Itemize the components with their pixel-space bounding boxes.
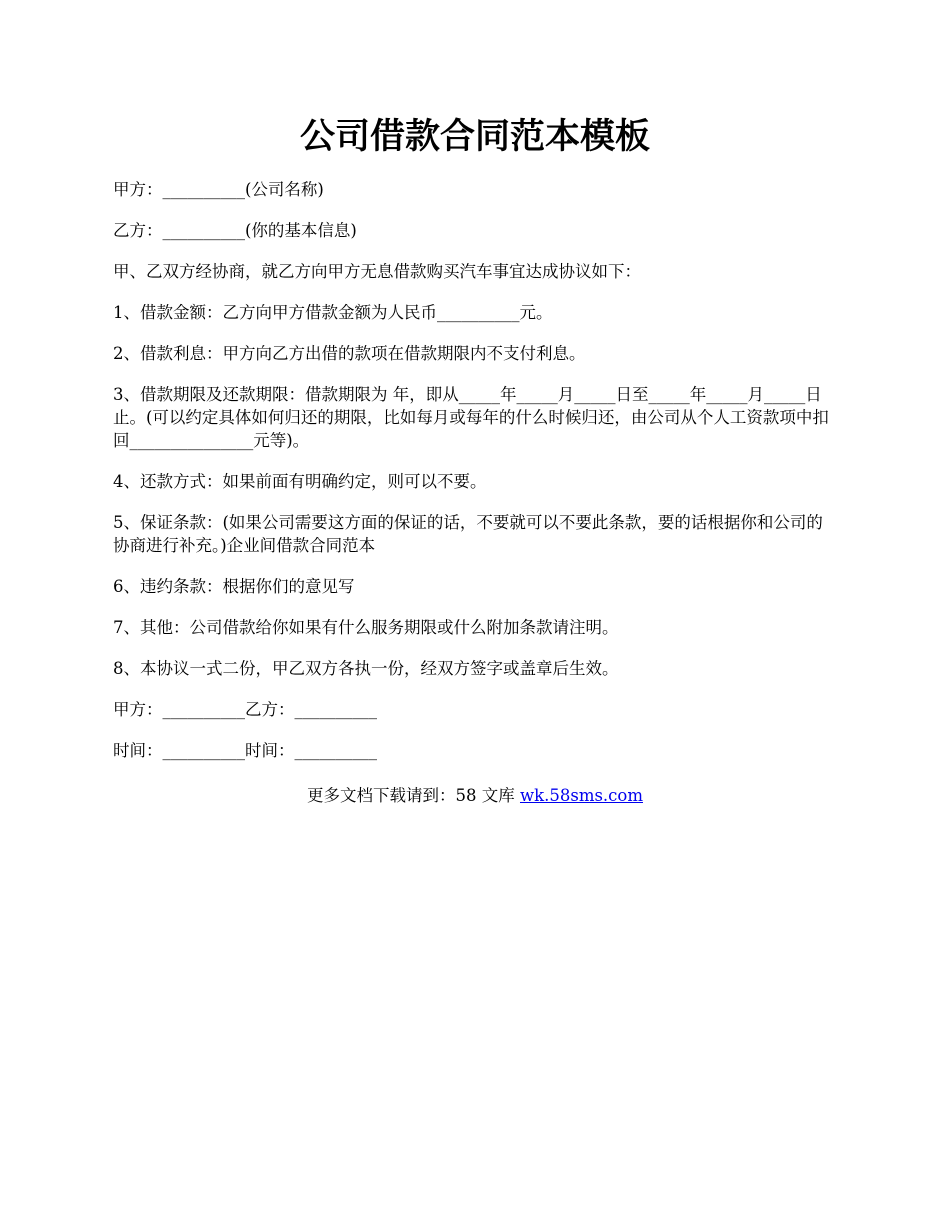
clause-6-breach: 6、违约条款：根据你们的意见写 (113, 577, 355, 596)
clause-5-guarantee: 5、保证条款：(如果公司需要这方面的保证的话，不要就可以不要此条款，要的话根据你和公司的协商进行补充。)企业间借款合同范本 (113, 513, 823, 555)
clause-8-effect: 8、本协议一式二份，甲乙双方各执一份，经双方签字或盖章后生效。 (113, 659, 619, 678)
clause-7-other: 7、其他：公司借款给你如果有什么服务期限或什么附加条款请注明。 (113, 618, 619, 637)
document-title: 公司借款合同范本模板 (299, 116, 650, 157)
date-line: 时间：__________时间：__________ (113, 741, 377, 760)
download-footer (0, 784, 950, 807)
clause-3-term: 3、借款期限及还款期限：借款期限为 年，即从_____年_____月_____日至_____年_____月_____日止。(可以约定具体如何归还的期限，比如每月或每年的什么时候归还，由公司从个人工资款项中扣回_______________元等)。 (113, 385, 829, 450)
footer-link[interactable]: wk.58sms.com (519, 786, 643, 805)
party-b-line: 乙方：__________(你的基本信息) (113, 221, 357, 240)
agreement-intro: 甲、乙双方经协商，就乙方向甲方无息借款购买汽车事宜达成协议如下： (113, 262, 641, 281)
party-a-line: 甲方：__________(公司名称) (113, 180, 324, 199)
clause-4-repayment: 4、还款方式：如果前面有明确约定，则可以不要。 (113, 472, 487, 491)
clause-1-amount: 1、借款金额：乙方向甲方借款金额为人民币__________元。 (113, 303, 553, 322)
document-body (113, 178, 838, 780)
clause-2-interest: 2、借款利息：甲方向乙方出借的款项在借款期限内不支付利息。 (113, 344, 586, 363)
footer-text: 更多文档下载请到：58 文库 (306, 786, 520, 805)
signature-line: 甲方：__________乙方：__________ (113, 700, 377, 719)
